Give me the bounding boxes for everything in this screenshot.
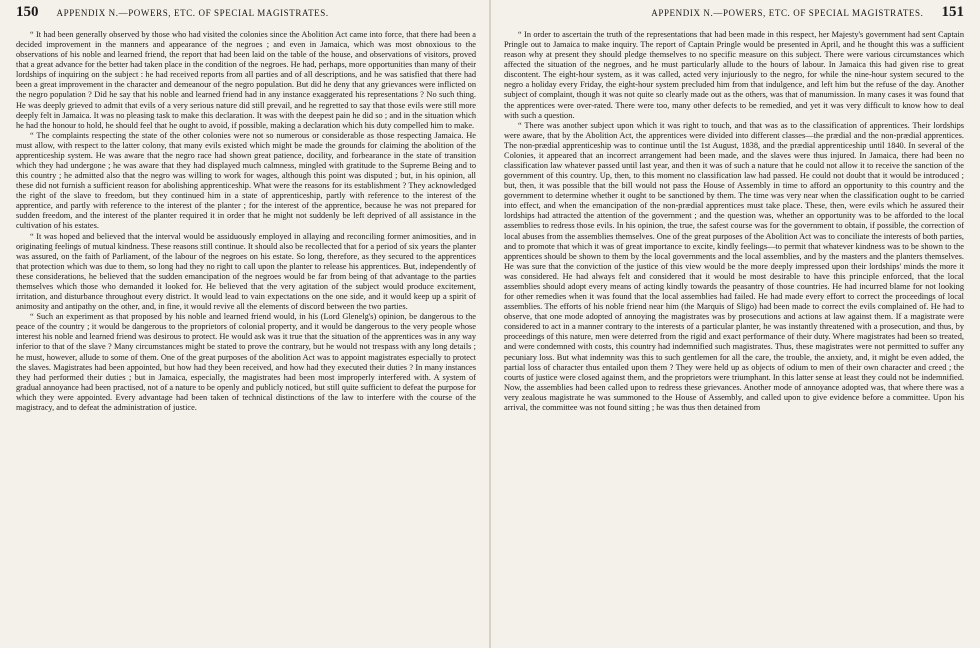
page-header bbox=[504, 4, 964, 26]
page-body bbox=[504, 30, 964, 413]
paragraph: “ There was another subject upon which it was right to touch, and that was as to the classification of apprentices. Their lordships were aware, that by the Abolition Act, the apprentices were divided into different classes—the prædial and the non-prædial apprentices. The non-prædial apprenticeship was to continue until the 1st August, 1838, and the prædial apprenticeship until 1840. In several of the Colonies, it appeared that an incorrect arrangement had been made, and the slaves were thus injured. In Jamaica, there had been no classification law whatever passed until last year, and then it was of such a nature that he could not allow it to receive the sanction of the government of this country. Up, then, to this moment no classification law had passed. He could not doubt that it would be introduced ; but, then, it was possible that the bill would not pass the House of Assembly in time to afford an opportunity to this country and the government to determine whether it ought to be sanctioned by them. The time was very near when the classification ought to be carried into effect, and when the emancipation of the non-prædial apprentices must take place. These, then, were evils which he assured their lordships had attracted the attention of the government ; and the question was, whether an opportunity was to be afforded to the local assemblies to redress those evils. In his opinion, the true, the safest course was for the government to obtain, if possible, the correction of local abuses from the assemblies themselves. One of the great purposes of the Abolition Act was to conciliate the interests of both parties, and to promote that which it was of great importance to excite, kindly feelings—to permit that whatever kindness was to be shown to the apprentices should be shown to them by the local governments and the local assemblies, and by the masters and the planters themselves. He was sure that the conviction of the justice of this view would be the more deeply impressed upon their lordships' minds the more it was considered. He had always felt and considered that it would be most desirable to have this principle enforced, that the local assemblies should adopt every means of acting kindly towards the peasantry of those countries. He had incurred blame for not looking for other remedies when it was found that the local assemblies had failed. He had made every effort to correct the proceedings of local assemblies. The efforts of his noble friend near him (the Marquis of Sligo) had been made to correct the evils complained of. He had to observe, that one mode adopted of annoying the magistrates was by prosecutions and actions at law against them. If a magistrate were considered to act in a manner contrary to the interests of a particular planter, he was instantly threatened with a prosecution, and thus, by proceedings of this nature, men were deterred from the rigid and exact performance of their duty. Where magistrates had been so treated, and were condemned with costs, this country had indemnified such magistrates. Thus, these magistrates were not permitted to suffer any pecuniary loss. But what indemnity was this to such gentlemen for all the care, the trouble, the anxiety, and, it might be even added, the partial loss of character thus entailed upon them ? They were held up as objects of odium to men of their own character and creed ; the courts of justice were closed against them, and the proprietors were triumphant. In this latter sense at least they could not be indemnified. Now, the assemblies had been called upon to redress these grievances. Another mode of annoyance adopted was, that where there was a very zealous magistrate he was summoned to the House of Assembly, and called upon to give evidence before a committee. Upon his arrival, the committee was not found sitting ; he was thus then detained from bbox=[504, 120, 964, 412]
paragraph: “ It was hoped and believed that the interval would be assiduously employed in allaying and reconciling former animosities, and in originating feelings of mutual kindness. These reasons still continue. It should also be recollected that for a period of six years the planter was assured, on the faith of Parliament, of the labour of the negroes on his estate. So long, therefore, as they secured to the apprentices that protection which was due to them, so long had they no right to call upon the planter to release his apprentices. But, independently of these considerations, he believed that the sudden emancipation of the negroes would be far from being of that advantage to the parties themselves which those who demanded it looked for. He believed that the very agitation of the subject would produce excitement, irritation, and disturbance throughout every district. It would lead to vain expectations on the one side, and it would keep up a spirit of animosity and antipathy on the other, and, in fine, it would revive all the elements of discord between the two parties. bbox=[16, 231, 476, 312]
running-head: APPENDIX N.—POWERS, ETC. OF SPECIAL MAGISTRATES. bbox=[651, 8, 924, 18]
paragraph: “ Such an experiment as that proposed by his noble and learned friend would, in his (Lord Glenelg's) opinion, be dangerous to the peace of the country ; it would be dangerous to the proprietors of colonial property, and it would be dangerous to the very people whose interest his noble and learned friend was desirous to protect. He would ask was it true that the situation of the apprentices was in any way inferior to that of the slave ? Many circumstances might be stated to prove the contrary, but he would not trespass with any long details ; he must, however, allude to some of them. One of the great purposes of the abolition Act was to appoint magistrates especially to protect the slaves. Magistrates had been appointed, but how had they been received, and how had they executed their duties ? In many instances they had performed their duties ; but in Jamaica, especially, the magistrates had been most improperly interfered with. A system of gradual annoyance had been practised, not of a nature to be openly and publicly noticed, but still quite sufficient to defeat the purpose for which they were appointed. Every advantage had been taken of technical distinctions of the law to interfere with the course of the magistracy, and to defeat the administration of justice. bbox=[16, 312, 476, 412]
page-number: 150 bbox=[16, 4, 39, 20]
paragraph: “ The complaints respecting the state of the other colonies were not so numerous or considerable as those respecting Jamaica. He must allow, with respect to the latter colony, that many evils existed which might be made the grounds for claiming the abolition of the apprenticeship system. He was aware that the negro race had shown great patience, docility, and forbearance in the state of transition which they had undergone ; he was aware that they had displayed much calmness, mingled with gratitude to the Supreme Being and to this country ; he admitted also that the negro was willing to work for wages, although this point was disputed ; but, in his opinion, all these did not furnish a sufficient reason for abolishing apprenticeship. What were the reasons for its establishment ? They acknowledged the right of the slave to freedom, but they continued him in a state of apprenticeship, partly with reference to the interest of the apprentice, and partly with reference to the interest of the planter ; for the interest of the apprentice, because he was not prepared for sudden freedom, and the interest of the planter required it in order that he might not suddenly be left deprived of all assistance in the cultivation of his estates. bbox=[16, 130, 476, 231]
paragraph: “ In order to ascertain the truth of the representations that had been made in this respect, her Majesty's government had sent Captain Pringle out to Jamaica to make inquiry. The report of Captain Pringle would be presented in April, and he thought this was a sufficient reason why at present they should pledge themselves to no specific measure on this subject. There were various circumstances which affected the situation of the negroes, and he must particularly allude to the hours of labour. In Jamaica this had given rise to great discontent. The eight-hour system, as it was called, acted very injuriously to the negro, for while the nine-hour system secured to the negro a holiday every Friday, the eight-hour system precluded him from that indulgence, and left him but the refuse of the day. Another subject of complaint, though it was not quite so clearly made out as the others, was that of manumission. In many cases it was found that the apprentices were over-rated. There were too, many other defects to be remedied, and yet it was very difficult to know how to deal with such a question. bbox=[504, 30, 964, 120]
page-header bbox=[16, 4, 476, 26]
paragraph: “ It had been generally observed by those who had visited the colonies since the Abolition Act came into force, that there had been a decided improvement in the manners and appearance of the negroes ; and even in Jamaica, which was most obnoxious to the observations of his noble and learned friend, the report that had been laid on the table of the house, and observations of visitors, proved that a great advance for the better had taken place in the condition of the negroes. He had, perhaps, more opportunities than many of their lordships of inquiring on the subject : he had received reports from all parties and of all descriptions, and he was satisfied that there had been a great improvement in the character and demeanour of the negro population. But did he deny that any grievances were inflicted on the negro population ? Did he say that his noble and learned friend had in any instance exaggerated his representations ? No such thing. He was deeply grieved to admit that evils of a very serious nature did still prevail, and he regretted to say that those evils were still more deeply felt in Jamaica. It was no pleasing task to make this declaration. It was with the deepest pain he did so ; and in the situation which he had the honour to hold, he should feel that he ought to avoid, if possible, making a declaration which his duty compelled him to make. bbox=[16, 30, 476, 130]
running-head: APPENDIX N.—POWERS, ETC. OF SPECIAL MAGISTRATES. bbox=[56, 8, 329, 18]
page-body bbox=[16, 30, 476, 413]
right-page bbox=[490, 0, 980, 648]
page-number: 151 bbox=[941, 4, 964, 20]
